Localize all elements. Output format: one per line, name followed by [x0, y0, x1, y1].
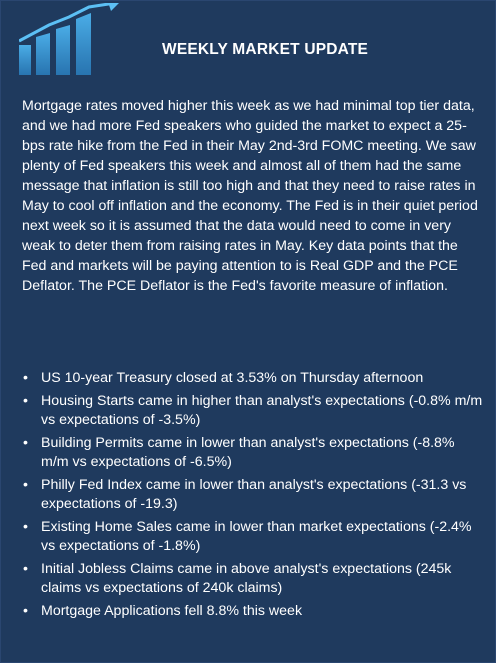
bullet-icon: • — [23, 560, 28, 577]
list-item-text: Existing Home Sales came in lower than market expectations (-2.4% vs expectations of -1.8%) — [41, 518, 472, 554]
list-item — [22, 518, 484, 557]
list-item-text: US 10-year Treasury closed at 3.53% on Thursday afternoon — [41, 370, 424, 386]
list-item — [22, 602, 484, 622]
list-item-text: Philly Fed Index came in lower than analyst's expectations (-31.3 vs expectations of -19.3) — [41, 476, 467, 512]
bullet-icon: • — [23, 602, 28, 619]
intro-paragraph: Mortgage rates moved higher this week as we had minimal top tier data, and we had more Fed speakers who guided the market to expect a 25-bps rate hike from the Fed in their May 2nd-3rd FOMC meeting. We saw plenty of Fed speakers this week and almost all of them had the same message that inflation is still too high and that they need to raise rates in May to cool off inflation and the economy. The Fed is in their quiet period next week so it is assumed that the data would need to come in very weak to deter them from raising rates in May. Key data points that the Fed and markets will be paying attention to is Real GDP and the PCE Deflator. The PCE Deflator is the Fed's favorite measure of inflation. — [22, 98, 478, 294]
list-item — [22, 434, 484, 473]
list-item-text: Mortgage Applications fell 8.8% this week — [41, 602, 303, 619]
page-title: WEEKLY MARKET UPDATE — [162, 41, 369, 58]
bullet-icon: • — [23, 476, 28, 493]
list-item — [22, 560, 484, 599]
bullet-icon: • — [23, 518, 28, 535]
list-item — [22, 369, 484, 389]
list-item-text: Building Permits came in lower than analyst's expectations (-8.8% m/m vs expectations of -6.5%) — [41, 434, 455, 470]
list-item — [22, 476, 484, 515]
market-bullet-list — [22, 369, 484, 624]
list-item-text: Housing Starts came in higher than analyst's expectations (-0.8% m/m vs expectations of -3.5%) — [41, 392, 483, 428]
bullet-icon: • — [23, 434, 28, 451]
list-item-text: Initial Jobless Claims came in above analyst's expectations (245k claims vs expectations of 240k claims) — [41, 560, 452, 596]
bullet-icon: • — [23, 370, 28, 386]
bullet-icon: • — [23, 392, 28, 409]
bar-chart-trend-icon — [19, 3, 119, 75]
list-item — [22, 392, 484, 431]
